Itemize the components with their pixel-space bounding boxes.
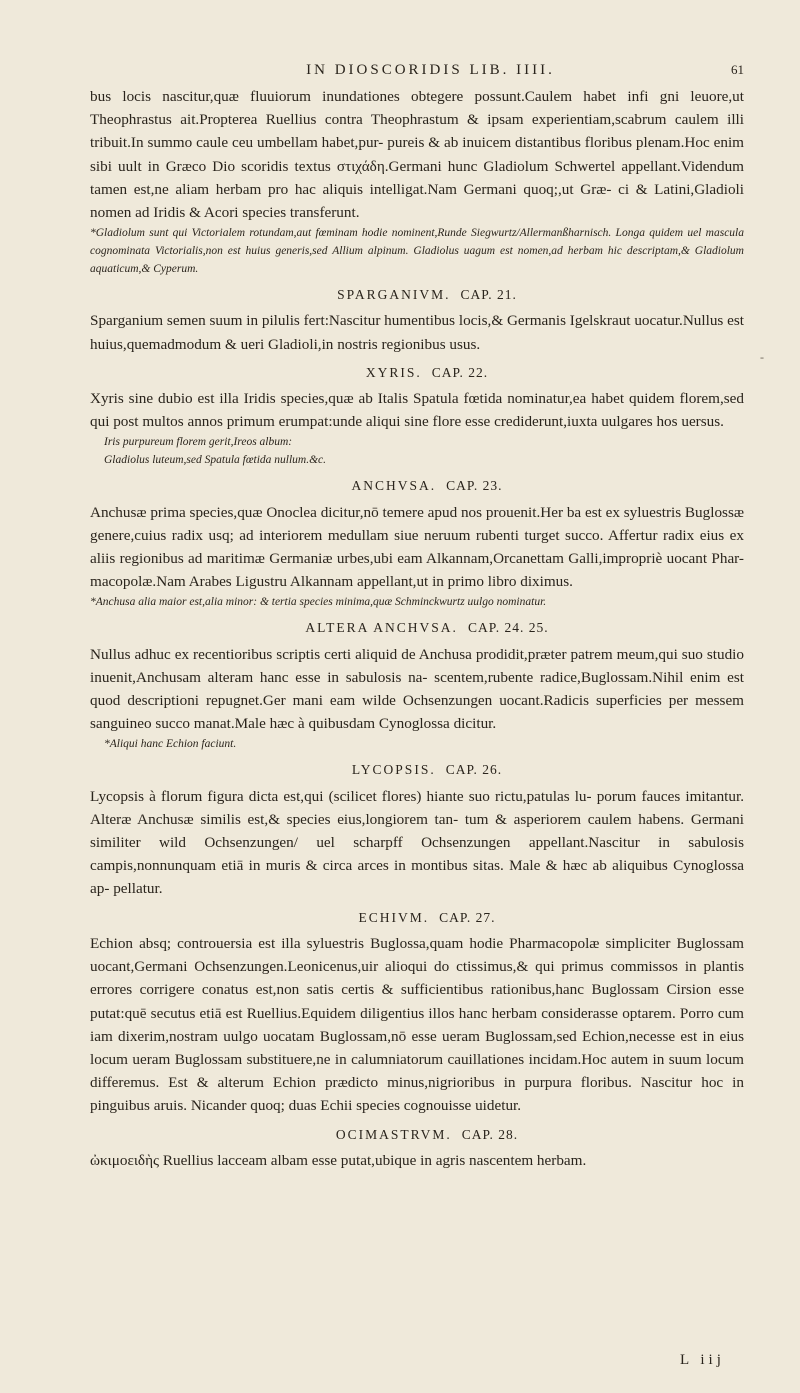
body-paragraph: Anchusæ prima species,quæ Onoclea dicitur,nō temere apud nos prouenit.Her ba est ex syluestris Buglossæ genere,cuius radix usq; ad interiorem medullam siue neruum rubenti turget succo. Affertur radix eius ex aliis regionibus ad maritimæ Germaniæ urbes,ubi eam Alkannam,Orcanettam Galli,impropriè uocant Phar- macopolæ.Nam Arabes Ligustru Alkannam appellant,ut in primo libro diximus. xyxy=(90,503,745,591)
running-head-title: IN DIOSCORIDIS LIB. IIII. xyxy=(306,62,555,78)
chapter-heading xyxy=(90,1123,744,1146)
chapter-heading xyxy=(90,361,744,384)
chapter-number: CAP. 27. xyxy=(439,909,496,925)
annotation-note: *Gladiolum sunt qui Victorialem rotundam,aut fœminam hodie nominent,Runde Siegwurtz/Allermanßharnisch. Longa quidem uel mascula cognominata Victorialis,non est huius generis,sed Allium alpinum. Gladiolus uagum est nomen,ad herbam hic descriptam,& Gladiolum aquaticum,& Cyperum. xyxy=(90,227,744,276)
chapter-number: CAP. 24. 25. xyxy=(467,620,549,636)
body-paragraph: Sparganium semen suum in pilulis fert:Nascitur humentibus locis,& Germanis Igelskraut uocatur.Nullus est huius,quemadmodum & ueri Gladioli,in nostris regionibus usus. xyxy=(90,312,744,353)
chapter-number: CAP. 22. xyxy=(431,364,489,380)
chapter-number: CAP. 21. xyxy=(460,287,517,303)
chapter-heading xyxy=(90,283,744,306)
body-paragraph: Lycopsis à florum figura dicta est,qui (scilicet flores) hiante suo rictu,patulas lu- porum fauces imitantur. Alteræ Anchusæ similis est,& species eius,longiorem tan- tum & asperiorem caulem habens. Germani similiter wild Ochsenzungen/ uel scharpff Ochsenzungen appellant.Nascitur in sabulosis campis,nonnunquam etiā in muris & circa arces in montibus sitas. Male & hæc ab aliquibus Cynoglossa ap- pellatur. xyxy=(90,787,744,898)
chapter-title: XYRIS. xyxy=(365,364,422,380)
chapter-title: ECHIVM. xyxy=(358,909,430,925)
body-paragraph: Nullus adhuc ex recentioribus scriptis certi aliquid de Anchusa prodidit,præter patrem meum,qui suo studio inuenit,Anchusam alteram hanc esse in sabulosis na- scentem,rubente radice,Buglossam.Nihil enim est quod descriptioni repugnet.Ger mani eam wilde Ochsenzungen uocant.Radicis superficies per messem sanguineo succo manat.Male hæc à quibusdam Cynoglossa dicitur. xyxy=(90,645,744,733)
chapter-title: LYCOPSIS. xyxy=(351,762,436,778)
body-paragraph: bus locis nascitur,quæ fluuiorum inundationes obtegere possunt.Caulem habet infi gni leuore,ut Theophrastus ait.Propterea Ruellius contra Theophrastum & ipsam experientiam,scabrum caulem illi tribuit.In summo caule ceu umbellam habet,pur- pureis & ab inuicem distantibus floribus plenam.Hoc enim sibi uult in Græco Dio scoridis textus στιχάδη.Germani hunc Gladiolum Schwertel appellant.Videndum tamen est,ne aliam herbam pro hac aliquis intelligat.Nam Germani quoq;,ut Græ- ci & Latini,Gladioli nomen ad Iridis & Acori species transferunt. xyxy=(90,88,744,222)
running-head xyxy=(90,62,744,79)
annotation-note: *Anchusa alia maior est,alia minor: & tertia species minima,quæ Schminckwurtz uulgo nominatur. xyxy=(90,596,547,609)
chapter-title: SPARGANIVM. xyxy=(337,287,451,303)
chapter-number: CAP. 28. xyxy=(461,1126,519,1142)
chapter-heading xyxy=(90,616,744,639)
chapter-title: ALTERA ANCHVSA. xyxy=(305,620,458,636)
chapter-title: ANCHVSA. xyxy=(351,478,437,494)
chapter-heading xyxy=(90,758,744,781)
body-paragraph: ὠκιμοειδὴς Ruellius lacceam albam esse putat,ubique in agris nascentem herbam. xyxy=(90,1151,587,1169)
annotation-note: Gladiolus luteum,sed Spatula fœtida nullum.&c. xyxy=(104,454,327,467)
chapter-heading xyxy=(90,906,744,929)
chapter-number: CAP. 26. xyxy=(445,762,503,778)
page-body xyxy=(90,85,744,1172)
page-number: 61 xyxy=(731,62,744,77)
annotation-note: Iris purpureum florem gerit,Ireos album: xyxy=(104,436,293,449)
margin-mark: - xyxy=(760,350,764,364)
signature-mark: L iij xyxy=(680,1352,725,1368)
body-paragraph: Xyris sine dubio est illa Iridis species,quæ ab Italis Spatula fœtida nominatur,ea habet quidem florem,sed qui post multos annos primum erumpat:unde aliqui sine flore esse crediderunt,iuxta uulgares hos uersus. xyxy=(90,390,744,431)
chapter-heading xyxy=(90,474,744,497)
annotation-note: *Aliqui hanc Echion faciunt. xyxy=(104,738,237,751)
chapter-title: OCIMASTRVM. xyxy=(335,1126,452,1142)
body-paragraph: Echion absq; controuersia est illa syluestris Buglossa,quam hodie Pharmacopolæ simpliciter Buglossam uocant,Germani Ochsenzungen.Leonicenus,uir alioqui do ctissimus,& qui primus commissos in plantis errores corrigere conatus est,non satis certis & sufficientibus rationibus,hanc Buglossam Cirsion esse putat:quē secutus etiā est Ruellius.Equidem diligentius illos hanc herbam considerasse optarem. Porro cum iam dixerim,nostram uulgo uocatam Buglossam,nō esse ueram Buglossam,sed Echion,necesse est in eius locum ueram Buglossam substituere,ne in calumniatorum cauillationes incidam.Hoc autem in suum locum differemus. Est & alterum Echion prædicto minus,nigrioribus in purpura floribus. Nascitur hoc in pinguibus aruis. Nicander quoq; duas Echii species cognouisse uidetur. xyxy=(90,934,744,1115)
chapter-number: CAP. 23. xyxy=(446,478,503,494)
